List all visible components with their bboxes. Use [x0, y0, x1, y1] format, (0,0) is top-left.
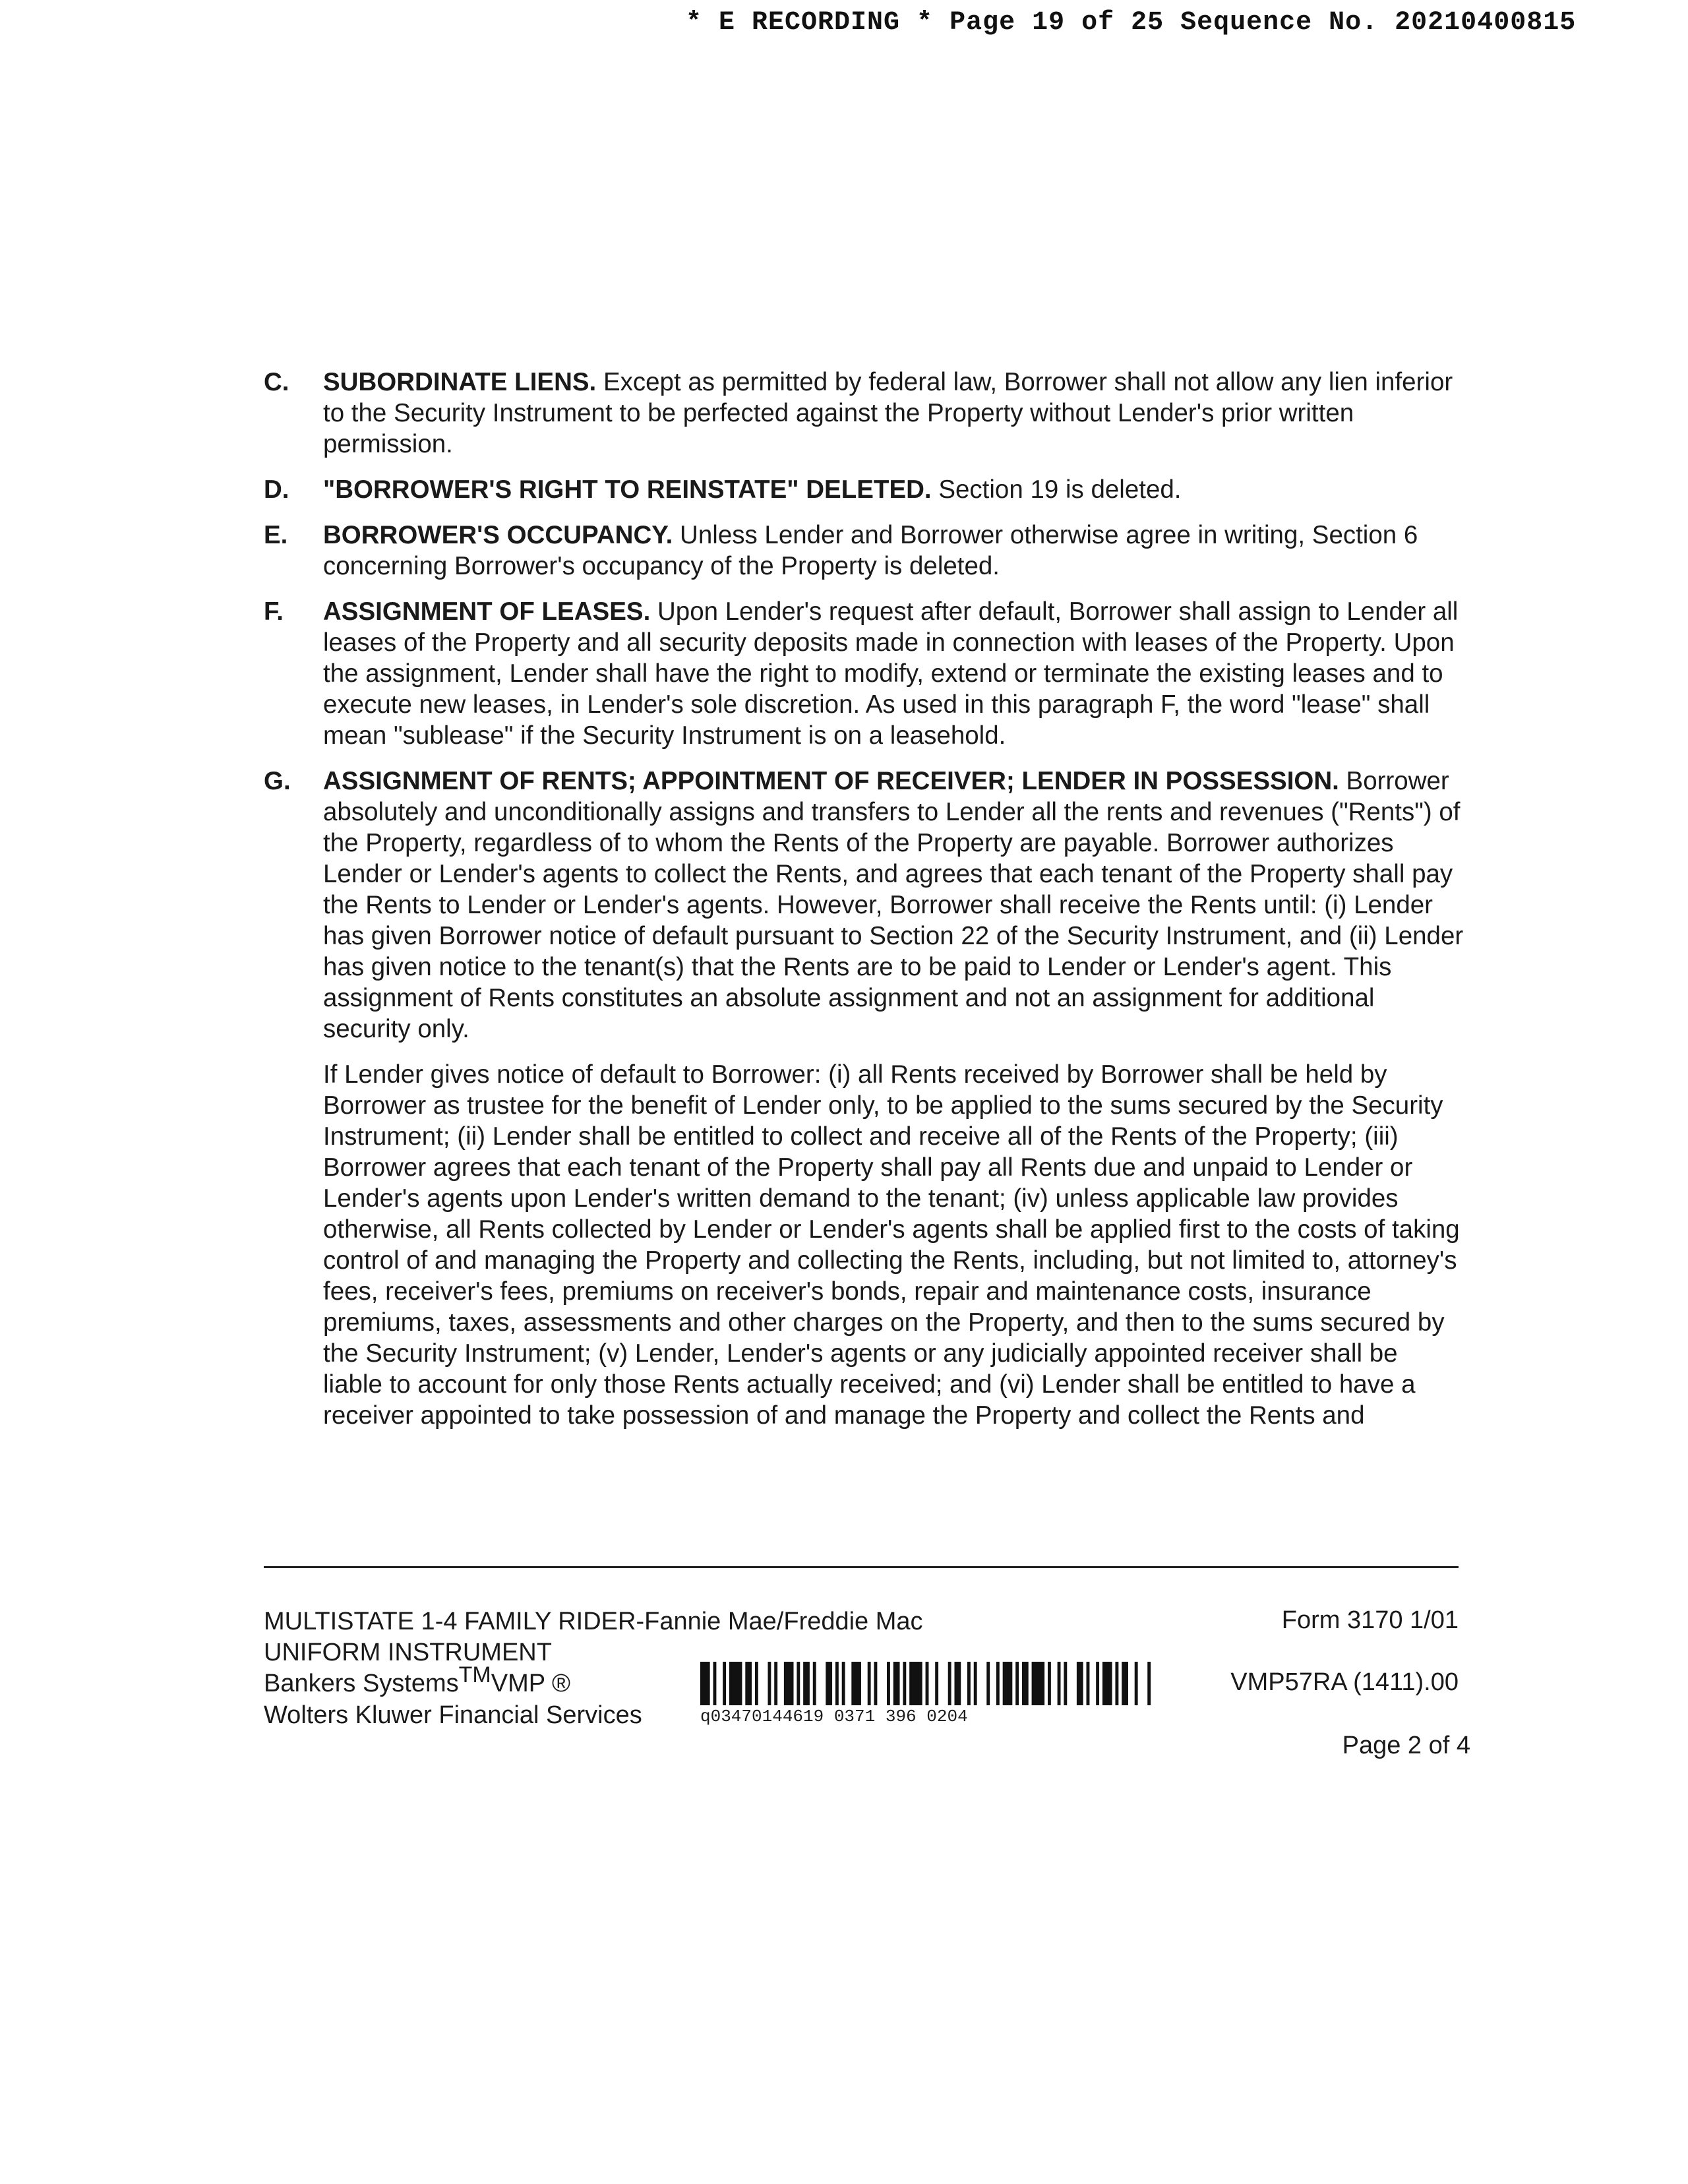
page-number: Page 2 of 4: [1342, 1732, 1470, 1759]
barcode-bar: [784, 1662, 794, 1705]
barcode-bar: [1087, 1662, 1090, 1705]
section-f: [264, 596, 1464, 751]
barcode-bar: [1147, 1662, 1151, 1705]
barcode-bar: [926, 1662, 929, 1705]
form-number: Form 3170 1/01: [1281, 1606, 1459, 1634]
barcode-bar: [813, 1662, 816, 1705]
barcode-bar: [967, 1662, 971, 1705]
footer-bankers-suffix: VMP ®: [491, 1670, 570, 1697]
section-paragraph: [323, 520, 1464, 582]
barcode-bar: [903, 1662, 906, 1705]
footer-wolters-kluwer: Wolters Kluwer Financial Services: [264, 1701, 642, 1729]
barcode-bar: [826, 1662, 832, 1705]
section-heading: ASSIGNMENT OF RENTS; APPOINTMENT OF RECEIVER; LENDER IN POSSESSION.: [323, 767, 1339, 795]
barcode-bar: [774, 1662, 777, 1705]
barcode-bar: [986, 1662, 990, 1705]
section-paragraph-continued: If Lender gives notice of default to Borrower: (i) all Rents received by Borrower shall be held by Borrower as trustee for the benefit of Lender only, to be applied to the sums secured by the Security Instrument; (ii) Lender shall be entitled to collect and receive all of the Rents of the Property; (iii) Borrower agrees that each tenant of the Property shall pay all Rents due and unpaid to Lender or Lender's agents upon Lender's written demand to the tenant; (iv) unless applicable law provides otherwise, all Rents collected by Lender or Lender's agents shall be applied first to the costs of taking control of and managing the Property and collecting the Rents, including, but not limited to, attorney's fees, receiver's fees, premiums on receiver's bonds, repair and maintenance costs, insurance premiums, taxes, assessments and other charges on the Property, and then to the sums secured by the Security Instrument; (v) Lender, Lender's agents or any judicially appointed receiver shall be liable to account for only those Rents actually received; and (vi) Lender shall be entitled to have a receiver appointed to take possession of and manage the Property and collect the Rents and: [323, 1060, 1460, 1430]
barcode-bar: [700, 1662, 710, 1705]
section-letter: E.: [264, 521, 288, 549]
section-letter: C.: [264, 368, 289, 396]
section-letter: D.: [264, 475, 289, 504]
footer-rider-title: MULTISTATE 1-4 FAMILY RIDER-Fannie Mae/Freddie Mac: [264, 1608, 923, 1635]
section-text: Section 19 is deleted.: [931, 475, 1182, 504]
section-heading: ASSIGNMENT OF LEASES.: [323, 597, 651, 626]
barcode-bar: [1135, 1662, 1138, 1705]
section-c: [264, 367, 1464, 460]
barcode-bar: [842, 1662, 845, 1705]
barcode-bar: [974, 1662, 977, 1705]
section-d: [264, 474, 1464, 505]
section-text: Upon Lender's request after default, Borrower shall assign to Lender all leases of the Property and all security deposits made in connection with leases of the Property. Upon the assignment, Lender shall have the right to modify, extend or terminate the existing leases and to execute new leases, in Lender's sole discretion. As used in this paragraph F, the word "lease" shall mean "sublease" if the Security Instrument is on a leasehold.: [323, 597, 1459, 750]
section-paragraph: [323, 474, 1464, 505]
barcode-bar: [755, 1662, 758, 1705]
barcode-bar: [1032, 1662, 1045, 1705]
section-letter: F.: [264, 597, 284, 626]
footer-divider: [264, 1566, 1459, 1568]
footer-uniform-instrument: UNIFORM INSTRUMENT: [264, 1639, 552, 1666]
barcode-bar: [797, 1662, 800, 1705]
barcode-bar: [723, 1662, 726, 1705]
section-e: [264, 520, 1464, 582]
barcode-bar: [1122, 1662, 1128, 1705]
section-text: Unless Lender and Borrower otherwise agree in writing, Section 6 concerning Borrower's occupancy of the Property is deleted.: [323, 521, 1418, 580]
barcode-bar: [1058, 1662, 1061, 1705]
barcode-bar: [1102, 1662, 1112, 1705]
barcode-bar: [1015, 1662, 1019, 1705]
barcode-bar: [935, 1662, 938, 1705]
section-text: Borrower absolutely and unconditionally assigns and transfers to Lender all the rents and revenues ("Rents") of the Property, regardless of to whom the Rents of the Property are payable. Borrower authorizes Lender or Lender's agents to collect the Rents, and agrees that each tenant of the Property shall pay the Rents to Lender or Lender's agents. However, Borrower shall receive the Rents until: (i) Lender has given Borrower notice of default pursuant to Section 22 of the Security Instrument, and (ii) Lender has given notice to the tenant(s) that the Rents are to be paid to Lender or Lender's agent. This assignment of Rents constitutes an absolute assignment and not an assignment for additional security only.: [323, 767, 1464, 1043]
barcode-bar: [835, 1662, 839, 1705]
barcode-bar: [909, 1662, 922, 1705]
vmp-code: VMP57RA (1411).00: [1230, 1668, 1459, 1696]
barcode-bar: [893, 1662, 900, 1705]
document-body: [264, 367, 1464, 1445]
section-g: [264, 766, 1464, 1431]
barcode-bar: [948, 1662, 951, 1705]
section-heading: SUBORDINATE LIENS.: [323, 368, 597, 396]
barcode-bar: [1048, 1662, 1051, 1705]
barcode-icon: [700, 1662, 1154, 1705]
barcode-bar: [887, 1662, 890, 1705]
section-paragraph: [323, 766, 1464, 1045]
barcode-bar: [996, 1662, 1000, 1705]
barcode-bar: [729, 1662, 742, 1705]
barcode-bar: [874, 1662, 877, 1705]
barcode-bar: [1115, 1662, 1118, 1705]
section-letter: G.: [264, 767, 291, 795]
recording-header: * E RECORDING * Page 19 of 25 Sequence No. 20210400815: [686, 8, 1577, 38]
section-paragraph: [323, 596, 1464, 751]
barcode-bar: [1077, 1662, 1083, 1705]
barcode-bar: [713, 1662, 717, 1705]
barcode-bar: [851, 1662, 861, 1705]
section-text: Except as permitted by federal law, Borrower shall not allow any lien inferior to the Security Instrument to be perfected against the Property without Lender's prior written permission.: [323, 368, 1453, 458]
barcode-bar: [868, 1662, 871, 1705]
section-heading: BORROWER'S OCCUPANCY.: [323, 521, 673, 549]
footer-bankers-prefix: Bankers Systems: [264, 1670, 459, 1697]
trademark-mark: TM: [458, 1662, 491, 1687]
barcode-bar: [1096, 1662, 1099, 1705]
barcode-bar: [768, 1662, 771, 1705]
barcode-bar: [1064, 1662, 1067, 1705]
barcode-number: q03470144619 0371 396 0204: [700, 1707, 968, 1726]
barcode-bar: [1022, 1662, 1029, 1705]
barcode-bar: [803, 1662, 810, 1705]
barcode-bar: [745, 1662, 752, 1705]
barcode-bar: [1003, 1662, 1013, 1705]
barcode-bar: [954, 1662, 961, 1705]
section-paragraph: [323, 367, 1464, 460]
section-heading: "BORROWER'S RIGHT TO REINSTATE" DELETED.: [323, 475, 932, 504]
